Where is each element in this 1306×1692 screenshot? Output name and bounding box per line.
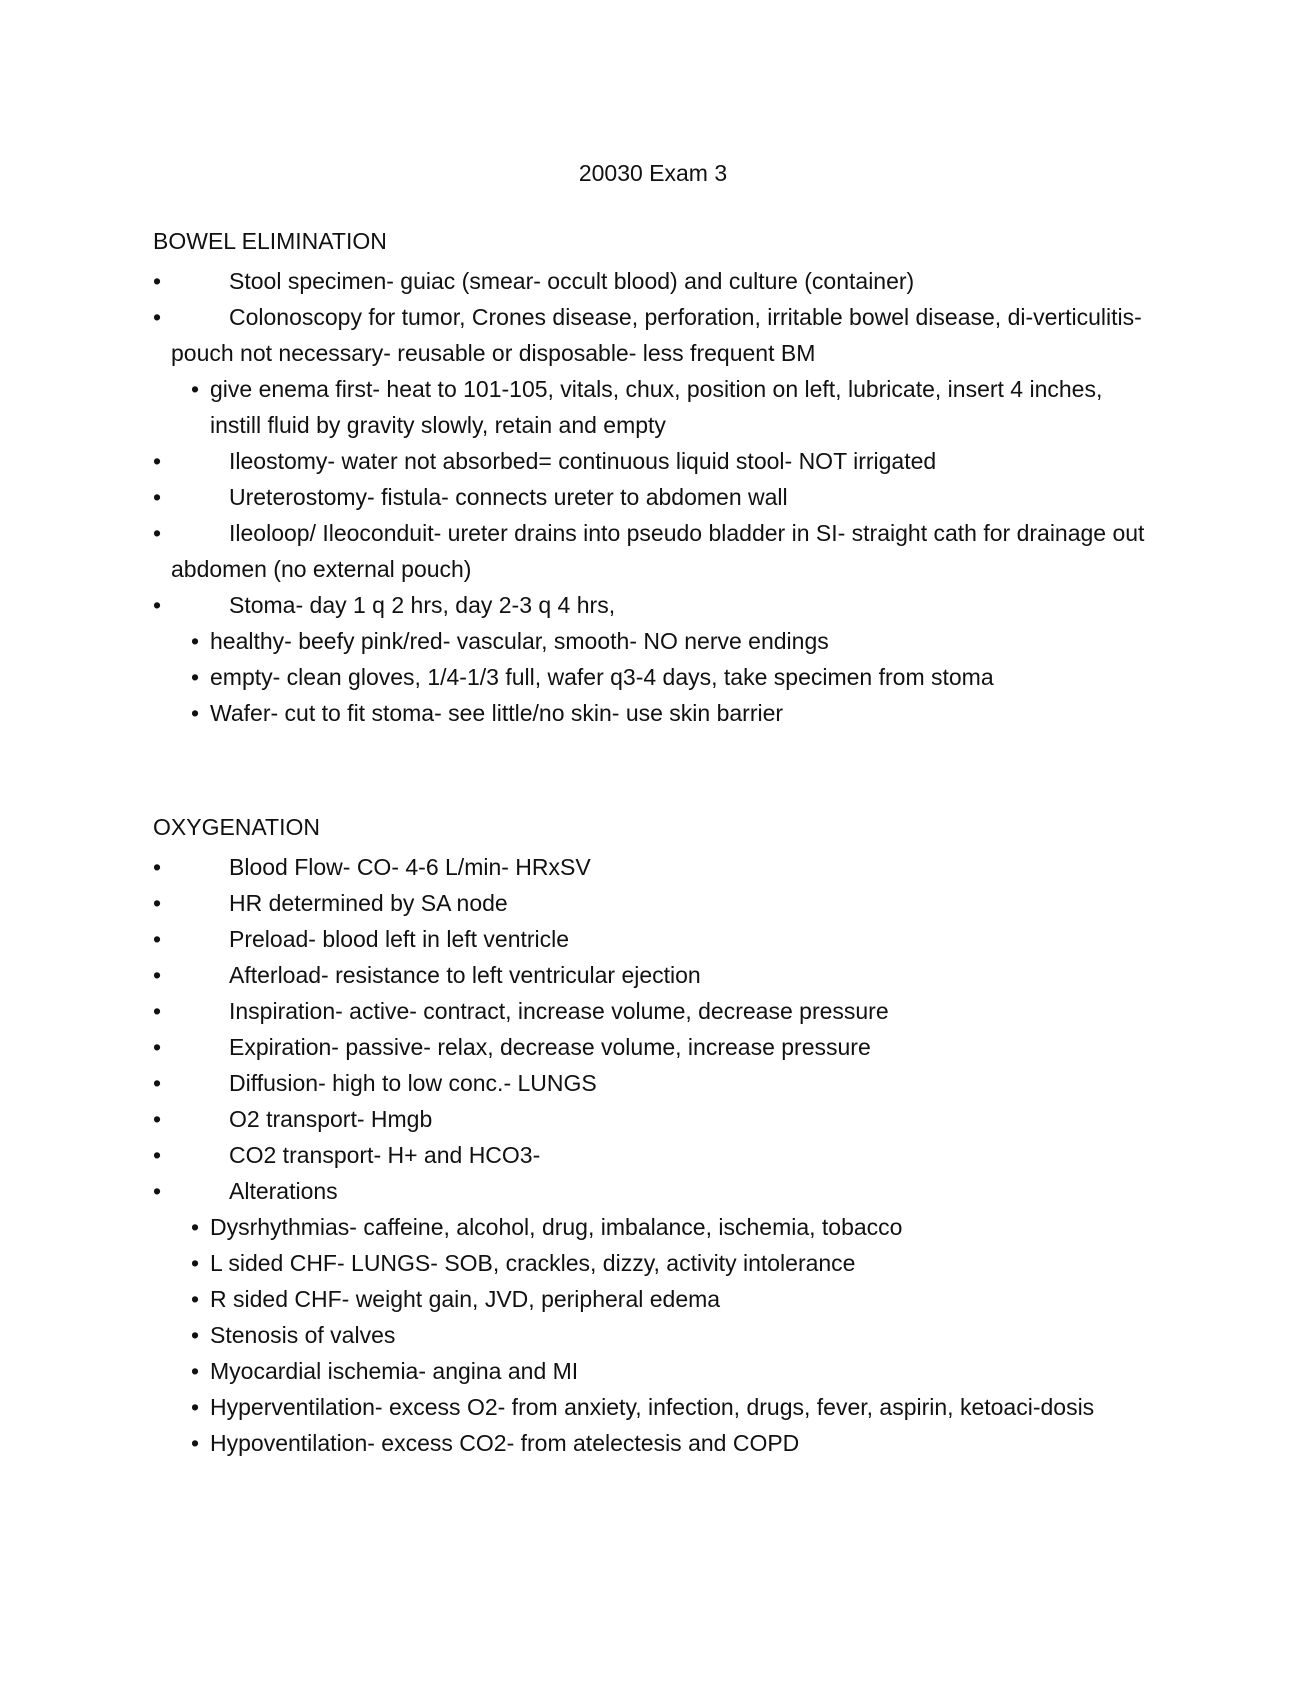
list-item-text: give enema first- heat to 101-105, vitals, chux, position on left, lubricate, insert 4 inches, instill fluid by gravity slowly, retain and empty (210, 376, 1103, 438)
bullet-icon: • (153, 998, 162, 1024)
sub-list-item (153, 1209, 1153, 1245)
bullet-icon: • (153, 484, 162, 510)
list-item-text: R sided CHF- weight gain, JVD, peripheral edema (210, 1286, 721, 1312)
list-item-text: CO2 transport- H+ and HCO3- (229, 1142, 541, 1168)
document-title: 20030 Exam 3 (578, 160, 728, 186)
list-item-text: Ureterostomy- fistula- connects ureter to abdomen wall (229, 484, 788, 510)
bullet-list (153, 263, 1153, 731)
list-item-text: Expiration- passive- relax, decrease volume, increase pressure (229, 1034, 871, 1060)
list-item-text: HR determined by SA node (229, 890, 508, 916)
list-item-text: Preload- blood left in left ventricle (229, 926, 570, 952)
sub-list-item (153, 1281, 1153, 1317)
bullet-icon: • (191, 1358, 200, 1384)
list-item-text: Stenosis of valves (210, 1322, 396, 1348)
list-item-text: Afterload- resistance to left ventricular ejection (229, 962, 701, 988)
list-item-text: Dysrhythmias- caffeine, alcohol, drug, imbalance, ischemia, tobacco (210, 1214, 903, 1240)
sub-list-item (153, 659, 1153, 695)
list-item-text: Myocardial ischemia- angina and MI (210, 1358, 579, 1384)
bullet-icon: • (191, 700, 200, 726)
list-item-text: Blood Flow- CO- 4-6 L/min- HRxSV (229, 854, 591, 880)
bullet-icon: • (153, 268, 162, 294)
list-item (153, 515, 1153, 587)
list-item-text: O2 transport- Hmgb (229, 1106, 433, 1132)
sub-list-item (153, 371, 1153, 443)
list-item-text: Inspiration- active- contract, increase volume, decrease pressure (229, 998, 889, 1024)
section-oxygenation (153, 812, 1153, 1461)
list-item (153, 299, 1153, 371)
list-item (153, 1173, 1153, 1209)
list-item (153, 1029, 1153, 1065)
bullet-icon: • (153, 448, 162, 474)
list-item-text: healthy- beefy pink/red- vascular, smooth- NO nerve endings (210, 628, 829, 654)
bullet-icon: • (153, 520, 162, 546)
list-item (153, 479, 1153, 515)
bullet-icon: • (191, 1286, 200, 1312)
list-item-text: Alterations (229, 1178, 338, 1204)
list-item (153, 885, 1153, 921)
bullet-icon: • (153, 304, 162, 330)
bullet-icon: • (153, 962, 162, 988)
bullet-icon: • (191, 1250, 200, 1276)
bullet-icon: • (191, 1214, 200, 1240)
list-item (153, 957, 1153, 993)
list-item-text: Ileostomy- water not absorbed= continuous liquid stool- NOT irrigated (229, 448, 937, 474)
list-item (153, 263, 1153, 299)
sub-list-item (153, 1425, 1153, 1461)
bullet-icon: • (153, 1070, 162, 1096)
bullet-icon: • (153, 1178, 162, 1204)
sub-list-item (153, 1245, 1153, 1281)
list-item-text: Colonoscopy for tumor, Crones disease, perforation, irritable bowel disease, di-verticulitis- pouch not necessary- reusable or disposable- less frequent BM (171, 304, 1142, 366)
bullet-icon: • (153, 592, 162, 618)
list-item (153, 1065, 1153, 1101)
sub-list-item (153, 1317, 1153, 1353)
bullet-icon: • (153, 926, 162, 952)
list-item (153, 587, 1153, 623)
list-item-text: Stoma- day 1 q 2 hrs, day 2-3 q 4 hrs, (229, 592, 616, 618)
list-item (153, 849, 1153, 885)
bullet-list (153, 849, 1153, 1461)
section-bowel-elimination (153, 226, 1153, 731)
bullet-icon: • (191, 376, 200, 402)
sub-list-item (153, 623, 1153, 659)
bullet-icon: • (191, 1322, 200, 1348)
list-item-text: empty- clean gloves, 1/4-1/3 full, wafer q3-4 days, take specimen from stoma (210, 664, 994, 690)
sub-list-item (153, 1389, 1153, 1425)
bullet-icon: • (191, 628, 200, 654)
sub-list-item (153, 695, 1153, 731)
bullet-icon: • (153, 1106, 162, 1132)
bullet-icon: • (191, 664, 200, 690)
bullet-icon: • (153, 1034, 162, 1060)
list-item (153, 1101, 1153, 1137)
bullet-icon: • (191, 1394, 200, 1420)
bullet-icon: • (153, 890, 162, 916)
bullet-icon: • (153, 854, 162, 880)
list-item-text: Wafer- cut to fit stoma- see little/no skin- use skin barrier (210, 700, 784, 726)
list-item-text: Hypoventilation- excess CO2- from atelectesis and COPD (210, 1430, 800, 1456)
bullet-icon: • (191, 1430, 200, 1456)
list-item-text: Stool specimen- guiac (smear- occult blood) and culture (container) (229, 268, 915, 294)
section-heading: OXYGENATION (153, 814, 320, 840)
list-item (153, 993, 1153, 1029)
list-item-text: Ileoloop/ Ileoconduit- ureter drains into pseudo bladder in SI- straight cath for drainage out abdomen (no external pouch) (171, 520, 1145, 582)
sub-list-item (153, 1353, 1153, 1389)
list-item (153, 443, 1153, 479)
list-item-text: L sided CHF- LUNGS- SOB, crackles, dizzy, activity intolerance (210, 1250, 856, 1276)
bullet-icon: • (153, 1142, 162, 1168)
list-item (153, 1137, 1153, 1173)
section-heading: BOWEL ELIMINATION (153, 228, 387, 254)
list-item-text: Hyperventilation- excess O2- from anxiety, infection, drugs, fever, aspirin, ketoaci-dosis (210, 1394, 1095, 1420)
list-item (153, 921, 1153, 957)
list-item-text: Diffusion- high to low conc.- LUNGS (229, 1070, 597, 1096)
